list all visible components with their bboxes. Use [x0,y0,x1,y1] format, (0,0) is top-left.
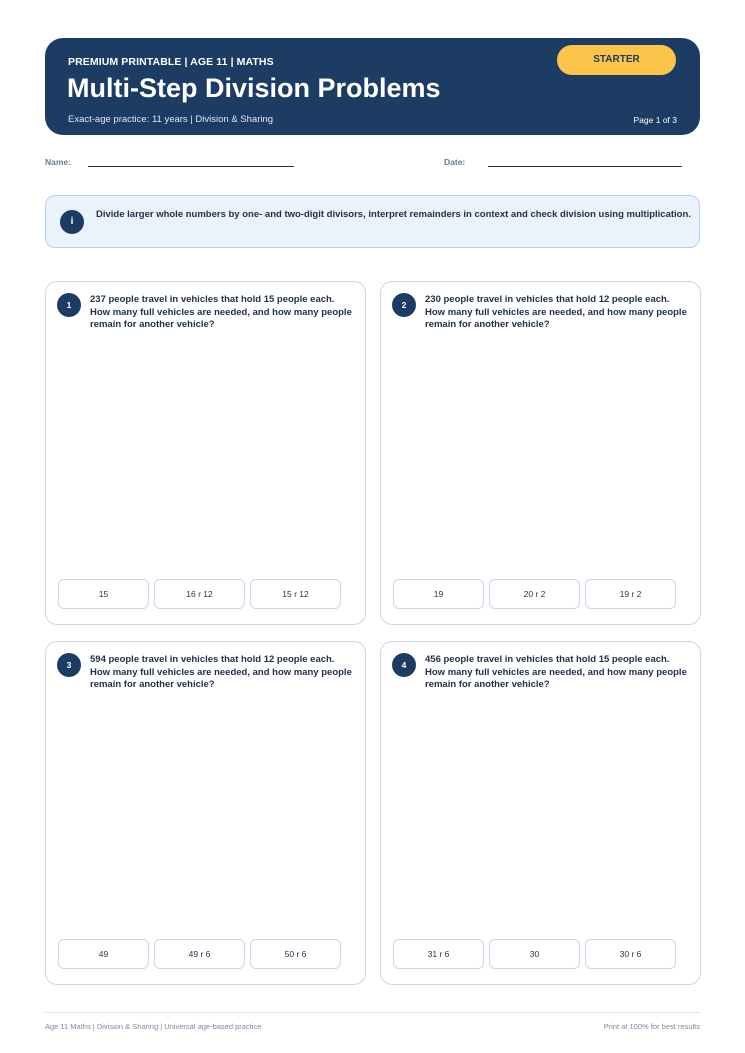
answer-option[interactable]: 30 r 6 [585,939,676,969]
page-title: Multi-Step Division Problems [67,73,441,103]
answer-option[interactable]: 31 r 6 [393,939,484,969]
date-line [488,166,682,167]
answer-option[interactable]: 16 r 12 [154,579,245,609]
instructions-text: Divide larger whole numbers by one- and two-digit divisors, interpret remainders in context and check division using multiplication. [96,209,691,220]
problem-question: 456 people travel in vehicles that hold 15 people each. How many full vehicles are needed, and how many people remain for another vehicle? [425,654,687,690]
date-label: Date: [444,157,466,167]
footer-print-note: Print at 100% for best results [603,1022,700,1031]
problem-number: 3 [57,653,81,677]
instructions-box [45,195,700,248]
problem-card-2 [380,281,701,625]
answer-option[interactable]: 15 [58,579,149,609]
name-label: Name: [45,157,71,167]
problem-card-3 [45,641,366,985]
problem-question: 594 people travel in vehicles that hold 12 people each. How many full vehicles are needed, and how many people remain for another vehicle? [90,654,352,690]
header-subtitle: Exact-age practice: 11 years | Division & Sharing [68,114,274,125]
answer-option[interactable]: 49 r 6 [154,939,245,969]
problem-question: 237 people travel in vehicles that hold 15 people each. How many full vehicles are needed, and how many people remain for another vehicle? [90,294,352,330]
problem-card-4 [380,641,701,985]
footer-divider [45,1012,700,1013]
problem-card-1 [45,281,366,625]
level-badge: STARTER [557,45,676,75]
header-kicker: PREMIUM PRINTABLE | AGE 11 | MATHS [68,56,274,68]
worksheet-header [45,38,700,135]
answer-option[interactable]: 15 r 12 [250,579,341,609]
info-icon: i [60,210,84,234]
problem-number: 2 [392,293,416,317]
answer-option[interactable]: 50 r 6 [250,939,341,969]
problem-number: 1 [57,293,81,317]
footer-text: Age 11 Maths | Division & Sharing | Universal age-based practice [45,1022,262,1031]
answer-option[interactable]: 19 r 2 [585,579,676,609]
page-indicator: Page 1 of 3 [633,115,677,125]
answer-option[interactable]: 49 [58,939,149,969]
name-line [88,166,294,167]
answer-option[interactable]: 30 [489,939,580,969]
answer-option[interactable]: 19 [393,579,484,609]
problem-number: 4 [392,653,416,677]
problem-question: 230 people travel in vehicles that hold 12 people each. How many full vehicles are needed, and how many people remain for another vehicle? [425,294,687,330]
answer-option[interactable]: 20 r 2 [489,579,580,609]
